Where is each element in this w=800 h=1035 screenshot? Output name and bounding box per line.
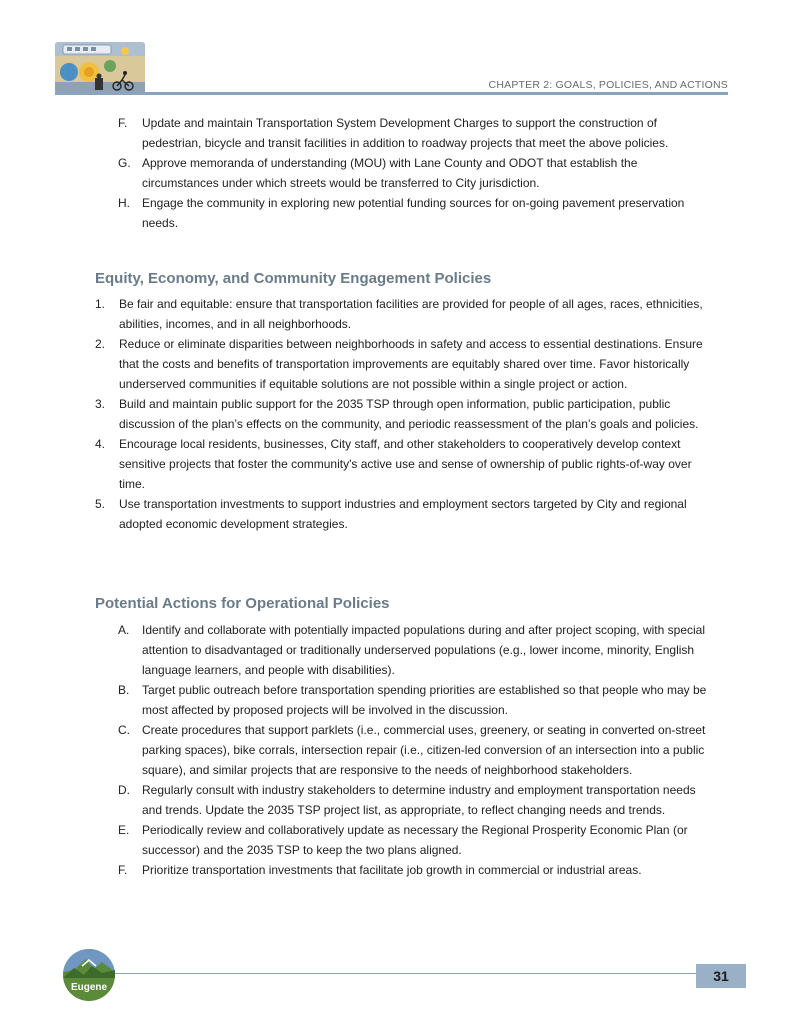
list-item-text: Target public outreach before transportation spending priorities are established so that people who may be most affected by proposed projects will be involved in the discussion. xyxy=(142,683,707,717)
list-item xyxy=(118,780,712,820)
list-item xyxy=(95,334,709,394)
list-item-text: Reduce or eliminate disparities between neighborhoods in safety and access to essential destinations. Ensure that the costs and benefits of transportation improvements are equitably shared over time. Favor historically underserved communities if equitable solutions are not possible within a single project or action. xyxy=(119,337,703,391)
list-marker: 3. xyxy=(95,397,106,411)
list-marker: E. xyxy=(118,823,130,837)
header-divider xyxy=(55,92,728,95)
list-item xyxy=(118,720,712,780)
operational-actions-list xyxy=(118,620,712,880)
list-marker: 4. xyxy=(95,437,106,451)
footer-divider xyxy=(110,973,696,974)
list-item-text: Update and maintain Transportation System Development Charges to support the construction of pedestrian, bicycle and transit facilities in addition to roadway projects that meet the above policies. xyxy=(142,116,669,150)
list-marker: C. xyxy=(118,723,130,737)
page-number: 31 xyxy=(696,964,746,988)
list-item-text: Prioritize transportation investments that facilitate job growth in commercial or industrial areas. xyxy=(142,863,642,877)
equity-policies-list xyxy=(95,294,709,534)
list-item xyxy=(118,153,707,193)
list-item xyxy=(118,113,707,153)
list-item xyxy=(95,434,709,494)
funding-actions-list xyxy=(118,113,707,233)
list-item-text: Approve memoranda of understanding (MOU) with Lane County and ODOT that establish the circumstances under which streets would be transferred to City jurisdiction. xyxy=(142,156,638,190)
list-marker: 5. xyxy=(95,497,106,511)
list-marker: H. xyxy=(118,196,130,210)
list-item xyxy=(95,394,709,434)
list-marker: 2. xyxy=(95,337,106,351)
list-marker: D. xyxy=(118,783,130,797)
list-item xyxy=(95,294,709,334)
list-item-text: Identify and collaborate with potentially impacted populations during and after project scoping, with special attention to disadvantaged or traditionally underserved populations (e.g., lower income, minority, English language learners, and people with disabilities). xyxy=(142,623,706,677)
list-item xyxy=(118,860,712,880)
list-item-text: Engage the community in exploring new potential funding sources for on-going pavement preservation needs. xyxy=(142,196,685,230)
equity-section-heading: Equity, Economy, and Community Engagement Policies xyxy=(95,270,492,287)
list-item-text: Build and maintain public support for the 2035 TSP through open information, public participation, public discussion of the plan’s effects on the community, and periodic reassessment of the plan’s goals and policies. xyxy=(119,397,699,431)
list-marker: A. xyxy=(118,623,130,637)
operational-section-heading: Potential Actions for Operational Policies xyxy=(95,595,390,612)
list-marker: B. xyxy=(118,683,130,697)
list-item-text: Regularly consult with industry stakeholders to determine industry and employment transportation needs and trends. Update the 2035 TSP project list, as appropriate, to reflect changing needs and trends. xyxy=(142,783,696,817)
list-item xyxy=(118,620,712,680)
list-marker: F. xyxy=(118,863,128,877)
list-item-text: Periodically review and collaboratively update as necessary the Regional Prosperity Economic Plan (or successor) and the 2035 TSP to keep the two plans aligned. xyxy=(142,823,688,857)
list-item-text: Use transportation investments to support industries and employment sectors targeted by City and regional adopted economic development strategies. xyxy=(119,497,687,531)
list-item-text: Be fair and equitable: ensure that transportation facilities are provided for people of all ages, races, ethnicities, abilities, incomes, and in all neighborhoods. xyxy=(119,297,703,331)
list-item xyxy=(118,680,712,720)
list-marker: G. xyxy=(118,156,131,170)
list-marker: F. xyxy=(118,116,128,130)
eugene-logo xyxy=(62,948,116,1002)
chapter-title: CHAPTER 2: GOALS, POLICIES, AND ACTIONS xyxy=(488,79,728,91)
header-banner-illustration xyxy=(55,42,145,94)
list-item-text: Create procedures that support parklets (i.e., commercial uses, greenery, or seating in converted on-street parking spaces), bike corrals, intersection repair (i.e., citizen-led conversion of an intersection into a public square), and similar projects that are responsive to the needs of neighborhood stakeholders. xyxy=(142,723,706,777)
list-item xyxy=(95,494,709,534)
list-item xyxy=(118,193,707,233)
list-item xyxy=(118,820,712,860)
list-marker: 1. xyxy=(95,297,106,311)
logo-text: Eugene xyxy=(70,982,108,993)
list-item-text: Encourage local residents, businesses, City staff, and other stakeholders to cooperatively develop context sensitive projects that foster the community's active use and sense of ownership of public rights-of-way over time. xyxy=(119,437,692,491)
